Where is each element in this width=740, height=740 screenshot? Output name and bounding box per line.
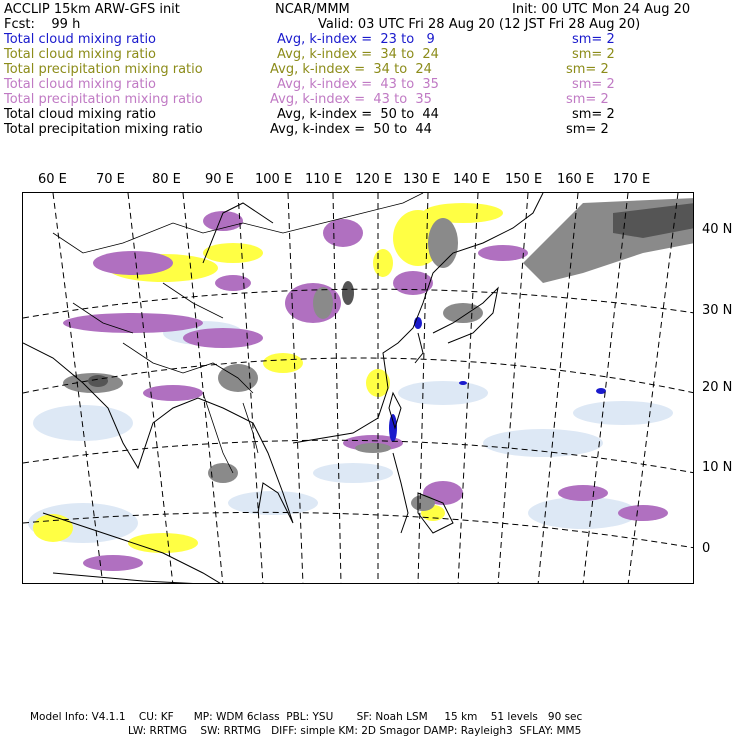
lat-label: 10 N <box>702 460 733 475</box>
lon-label: 160 E <box>557 172 595 187</box>
field-avg: Avg, k-index = 34 to 24 <box>270 62 432 77</box>
physics-info-line: LW: RRTMG SW: RRTMG DIFF: simple KM: 2D Smagor DAMP: Rayleigh3 SFLAY: MM5 <box>128 725 582 737</box>
field-avg: Avg, k-index = 43 to 35 <box>277 77 439 92</box>
field-name: Total precipitation mixing ratio <box>4 92 203 107</box>
field-avg: Avg, k-index = 43 to 35 <box>270 92 432 107</box>
lon-label: 130 E <box>403 172 441 187</box>
field-sm: sm= 2 <box>566 122 609 137</box>
lat-label: 20 N <box>702 380 733 395</box>
lon-label: 100 E <box>255 172 293 187</box>
field-sm: sm= 2 <box>572 47 615 62</box>
lat-label: 30 N <box>702 303 733 318</box>
lon-label: 150 E <box>505 172 543 187</box>
lon-label: 170 E <box>613 172 651 187</box>
lon-label: 80 E <box>152 172 181 187</box>
field-avg: Avg, k-index = 23 to 9 <box>277 32 435 47</box>
lon-label: 70 E <box>96 172 125 187</box>
map-canvas <box>23 193 694 584</box>
field-sm: sm= 2 <box>566 62 609 77</box>
field-avg: Avg, k-index = 50 to 44 <box>277 107 439 122</box>
lon-label: 60 E <box>38 172 67 187</box>
field-avg: Avg, k-index = 34 to 24 <box>277 47 439 62</box>
model-info-line: Model Info: V4.1.1 CU: KF MP: WDM 6class PBL: YSU SF: Noah LSM 15 km 51 levels 90 sec <box>30 711 583 723</box>
lat-label: 40 N <box>702 222 733 237</box>
field-sm: sm= 2 <box>572 77 615 92</box>
light-cloud-fields <box>28 321 673 543</box>
field-name: Total cloud mixing ratio <box>4 77 157 92</box>
low-cloud-fields <box>389 317 606 442</box>
valid-time: Valid: 03 UTC Fri 28 Aug 20 (12 JST Fri 28 Aug 20) <box>318 17 641 32</box>
map-panel <box>22 192 694 584</box>
lon-label: 120 E <box>355 172 393 187</box>
field-name: Total precipitation mixing ratio <box>4 62 203 77</box>
field-name: Total cloud mixing ratio <box>4 107 157 122</box>
init-time: Init: 00 UTC Mon 24 Aug 20 <box>512 2 691 17</box>
field-sm: sm= 2 <box>566 92 609 107</box>
field-name: Total cloud mixing ratio <box>4 47 157 62</box>
org-label: NCAR/MMM <box>275 2 350 17</box>
field-sm: sm= 2 <box>572 107 615 122</box>
lon-label: 90 E <box>205 172 234 187</box>
field-sm: sm= 2 <box>572 32 615 47</box>
field-name: Total precipitation mixing ratio <box>4 122 203 137</box>
lon-label: 110 E <box>305 172 343 187</box>
field-avg: Avg, k-index = 50 to 44 <box>270 122 432 137</box>
model-title: ACCLIP 15km ARW-GFS init <box>4 2 180 17</box>
lat-label: 0 <box>702 541 711 556</box>
lon-label: 140 E <box>453 172 491 187</box>
forecast-hour: Fcst: 99 h <box>4 17 81 32</box>
field-name: Total cloud mixing ratio <box>4 32 157 47</box>
